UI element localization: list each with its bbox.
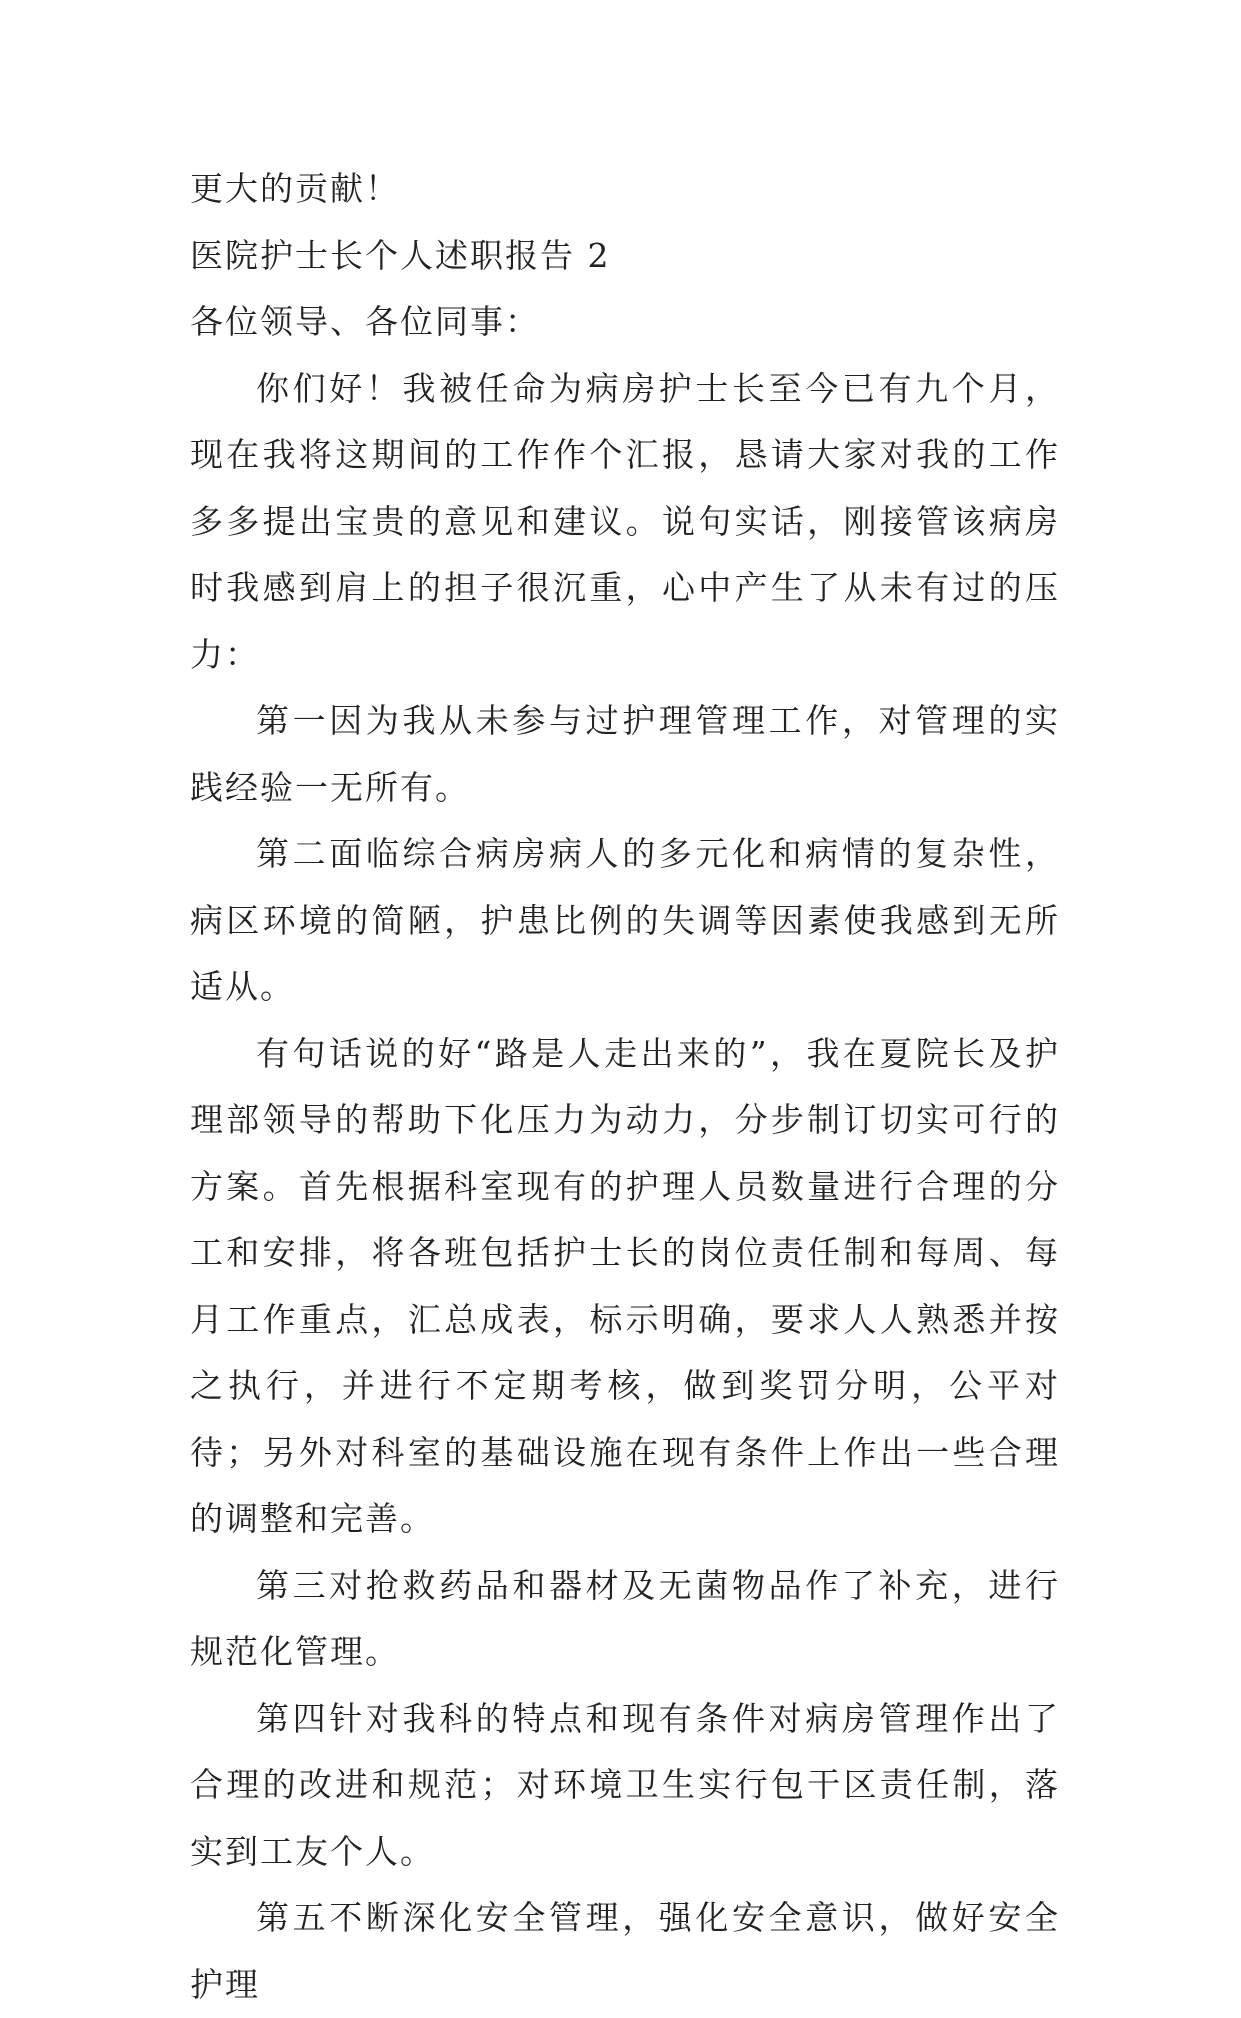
- paragraph-intro: 你们好！我被任命为病房护士长至今已有九个月，现在我将这期间的工作作个汇报，恳请大家对我的工作多多提出宝贵的意见和建议。说句实话，刚接管该病房时我感到肩上的担子很沉重，心中产生了从未有过的压力：: [190, 368, 1060, 674]
- report-title: 医院护士长个人述职报告 2: [190, 235, 611, 275]
- paragraph-plan: 有句话说的好“路是人走出来的”，我在夏院长及护理部领导的帮助下化压力为动力，分步制订切实可行的方案。首先根据科室现有的护理人员数量进行合理的分工和安排，将各班包括护士长的岗位责任制和每周、每月工作重点，汇总成表，标示明确，要求人人熟悉并按之执行，并进行不定期考核，做到奖罚分明，公平对待；另外对科室的基础设施在现有条件上作出一些合理的调整和完善。: [190, 1033, 1060, 1538]
- salutation: 各位领导、各位同事：: [190, 302, 540, 341]
- document-body: [190, 156, 1060, 2018]
- paragraph-third: 第三对抢救药品和器材及无菌物品作了补充，进行规范化管理。: [190, 1565, 1060, 1671]
- closing-line: 更大的贡献！: [190, 169, 400, 208]
- paragraph-fifth: 第五不断深化安全管理，强化安全意识，做好安全护理: [190, 1898, 1060, 2004]
- paragraph-second: 第二面临综合病房病人的多元化和病情的复杂性，病区环境的简陋，护患比例的失调等因素使我感到无所适从。: [190, 834, 1060, 1006]
- paragraph-fourth: 第四针对我科的特点和现有条件对病房管理作出了合理的改进和规范；对环境卫生实行包干区责任制，落实到工友个人。: [190, 1698, 1060, 1871]
- paragraph-first: 第一因为我从未参与过护理管理工作，对管理的实践经验一无所有。: [190, 701, 1060, 807]
